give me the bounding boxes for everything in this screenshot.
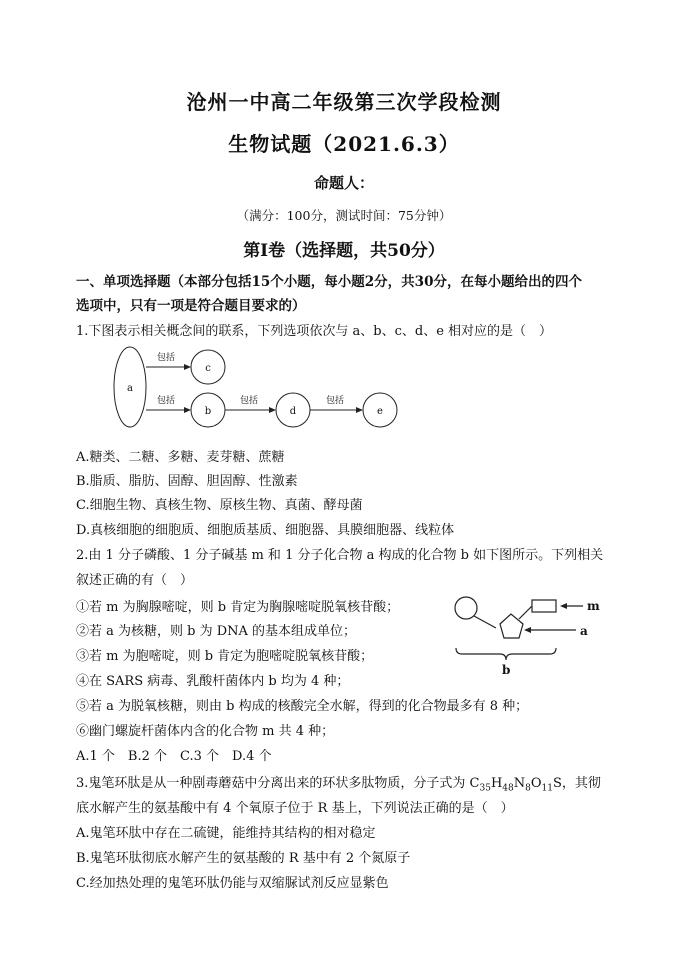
q2-item-2: ②若 a 为核糖，则 b 为 DNA 的基本组成单位；	[76, 624, 357, 639]
phosphate-circle	[455, 597, 477, 619]
b-brace	[456, 648, 556, 660]
node-b-label: b	[204, 406, 212, 417]
q1-stem: 1.下图表示相关概念间的联系，下列选项依次与 a、b、c、d、e 相对应的是（ ）	[76, 324, 553, 339]
edge-label-d-e: 包括	[325, 396, 345, 406]
q3-option-b: B.鬼笔环肽彻底水解产生的氨基酸的 R 基中有 2 个氮原子	[76, 851, 411, 866]
node-e-label: e	[377, 406, 383, 417]
q2-item-6: ⑥幽门螺旋杆菌体内含的化合物 m 共 4 种；	[76, 724, 335, 739]
node-c-label: c	[205, 363, 211, 374]
q3-option-c: C.经加热处理的鬼笔环肽仍能与双缩脲试剂反应显紫色	[76, 876, 389, 891]
q3-stem-post: ，其彻	[561, 776, 601, 791]
q2-nucleotide-diagram	[450, 594, 640, 684]
q1-option-b: B.脂质、脂肪、固醇、胆固醇、性激素	[76, 474, 298, 489]
q3-stem-line1	[76, 772, 601, 794]
node-d-label: d	[289, 406, 297, 417]
q2-stem-line1: 2.由 1 分子磷酸、1 分子碱基 m 和 1 分子化合物 a 构成的化合物 b 如下图所示。下列相关	[76, 548, 604, 563]
q3-option-a: A.鬼笔环肽中存在二硫键，能维持其结构的相对稳定	[76, 826, 376, 841]
q2-options: A.1 个 B.2 个 C.3 个 D.4 个	[76, 749, 272, 764]
q3-stem-line2: 底水解产生的氨基酸中有 4 个氧原子位于 R 基上，下列说法正确的是（ ）	[76, 801, 514, 816]
edge-label-a-b: 包括	[156, 396, 176, 406]
author-line: 命题人：	[313, 174, 374, 192]
label-m: m	[587, 599, 600, 613]
q1-concept-diagram	[110, 340, 410, 440]
q1-option-d: D.真核细胞的细胞质、细胞质基质、细胞器、具膜细胞器、线粒体	[76, 523, 455, 538]
base-rectangle	[532, 600, 556, 612]
sugar-pentagon	[500, 614, 523, 638]
section-heading-line1: 一、单项选择题（本部分包括15个小题，每小题2分，共30分，在每小题给出的四个	[76, 274, 582, 290]
node-a-label: a	[127, 383, 133, 394]
q2-item-3: ③若 m 为胞嘧啶，则 b 肯定为胞嘧啶脱氧核苷酸；	[76, 649, 374, 664]
q2-item-4: ④在 SARS 病毒、乳酸杆菌体内 b 均为 4 种；	[76, 674, 350, 689]
edge-label-a-c: 包括	[156, 353, 176, 363]
q2-stem-line2: 叙述正确的有（ ）	[76, 573, 194, 588]
label-a: a	[580, 624, 588, 638]
score-info: （满分：100分，测试时间：75分钟）	[236, 208, 452, 223]
q3-formula: $C_{35}H_{48}N_8O_{11}S$	[469, 776, 562, 794]
edge-label-b-d: 包括	[239, 396, 259, 406]
exam-title: 沧州一中高二年级第三次学段检测	[186, 90, 502, 114]
base-bond	[519, 606, 532, 619]
label-b: b	[502, 663, 511, 677]
part-title: 第Ⅰ卷（选择题，共50分）	[243, 241, 445, 261]
phosphate-bond	[474, 616, 496, 628]
q1-option-c: C.细胞生物、真核生物、原核生物、真菌、酵母菌	[76, 498, 363, 513]
subject-title: 生物试题（2021.6.3）	[228, 132, 460, 156]
q2-item-5: ⑤若 a 为脱氧核糖，则由 b 构成的核酸完全水解，得到的化合物最多有 8 种；	[76, 699, 529, 714]
q1-option-a: A.糖类、二糖、多糖、麦芽糖、蔗糖	[76, 450, 285, 465]
section-heading-line2: 选项中，只有一项是符合题目要求的）	[76, 298, 306, 314]
q3-stem-pre: 3.鬼笔环肽是从一种剧毒蘑菇中分离出来的环状多肽物质，分子式为	[76, 776, 470, 791]
q2-item-1: ①若 m 为胸腺嘧啶，则 b 肯定为胸腺嘧啶脱氧核苷酸；	[76, 600, 400, 615]
